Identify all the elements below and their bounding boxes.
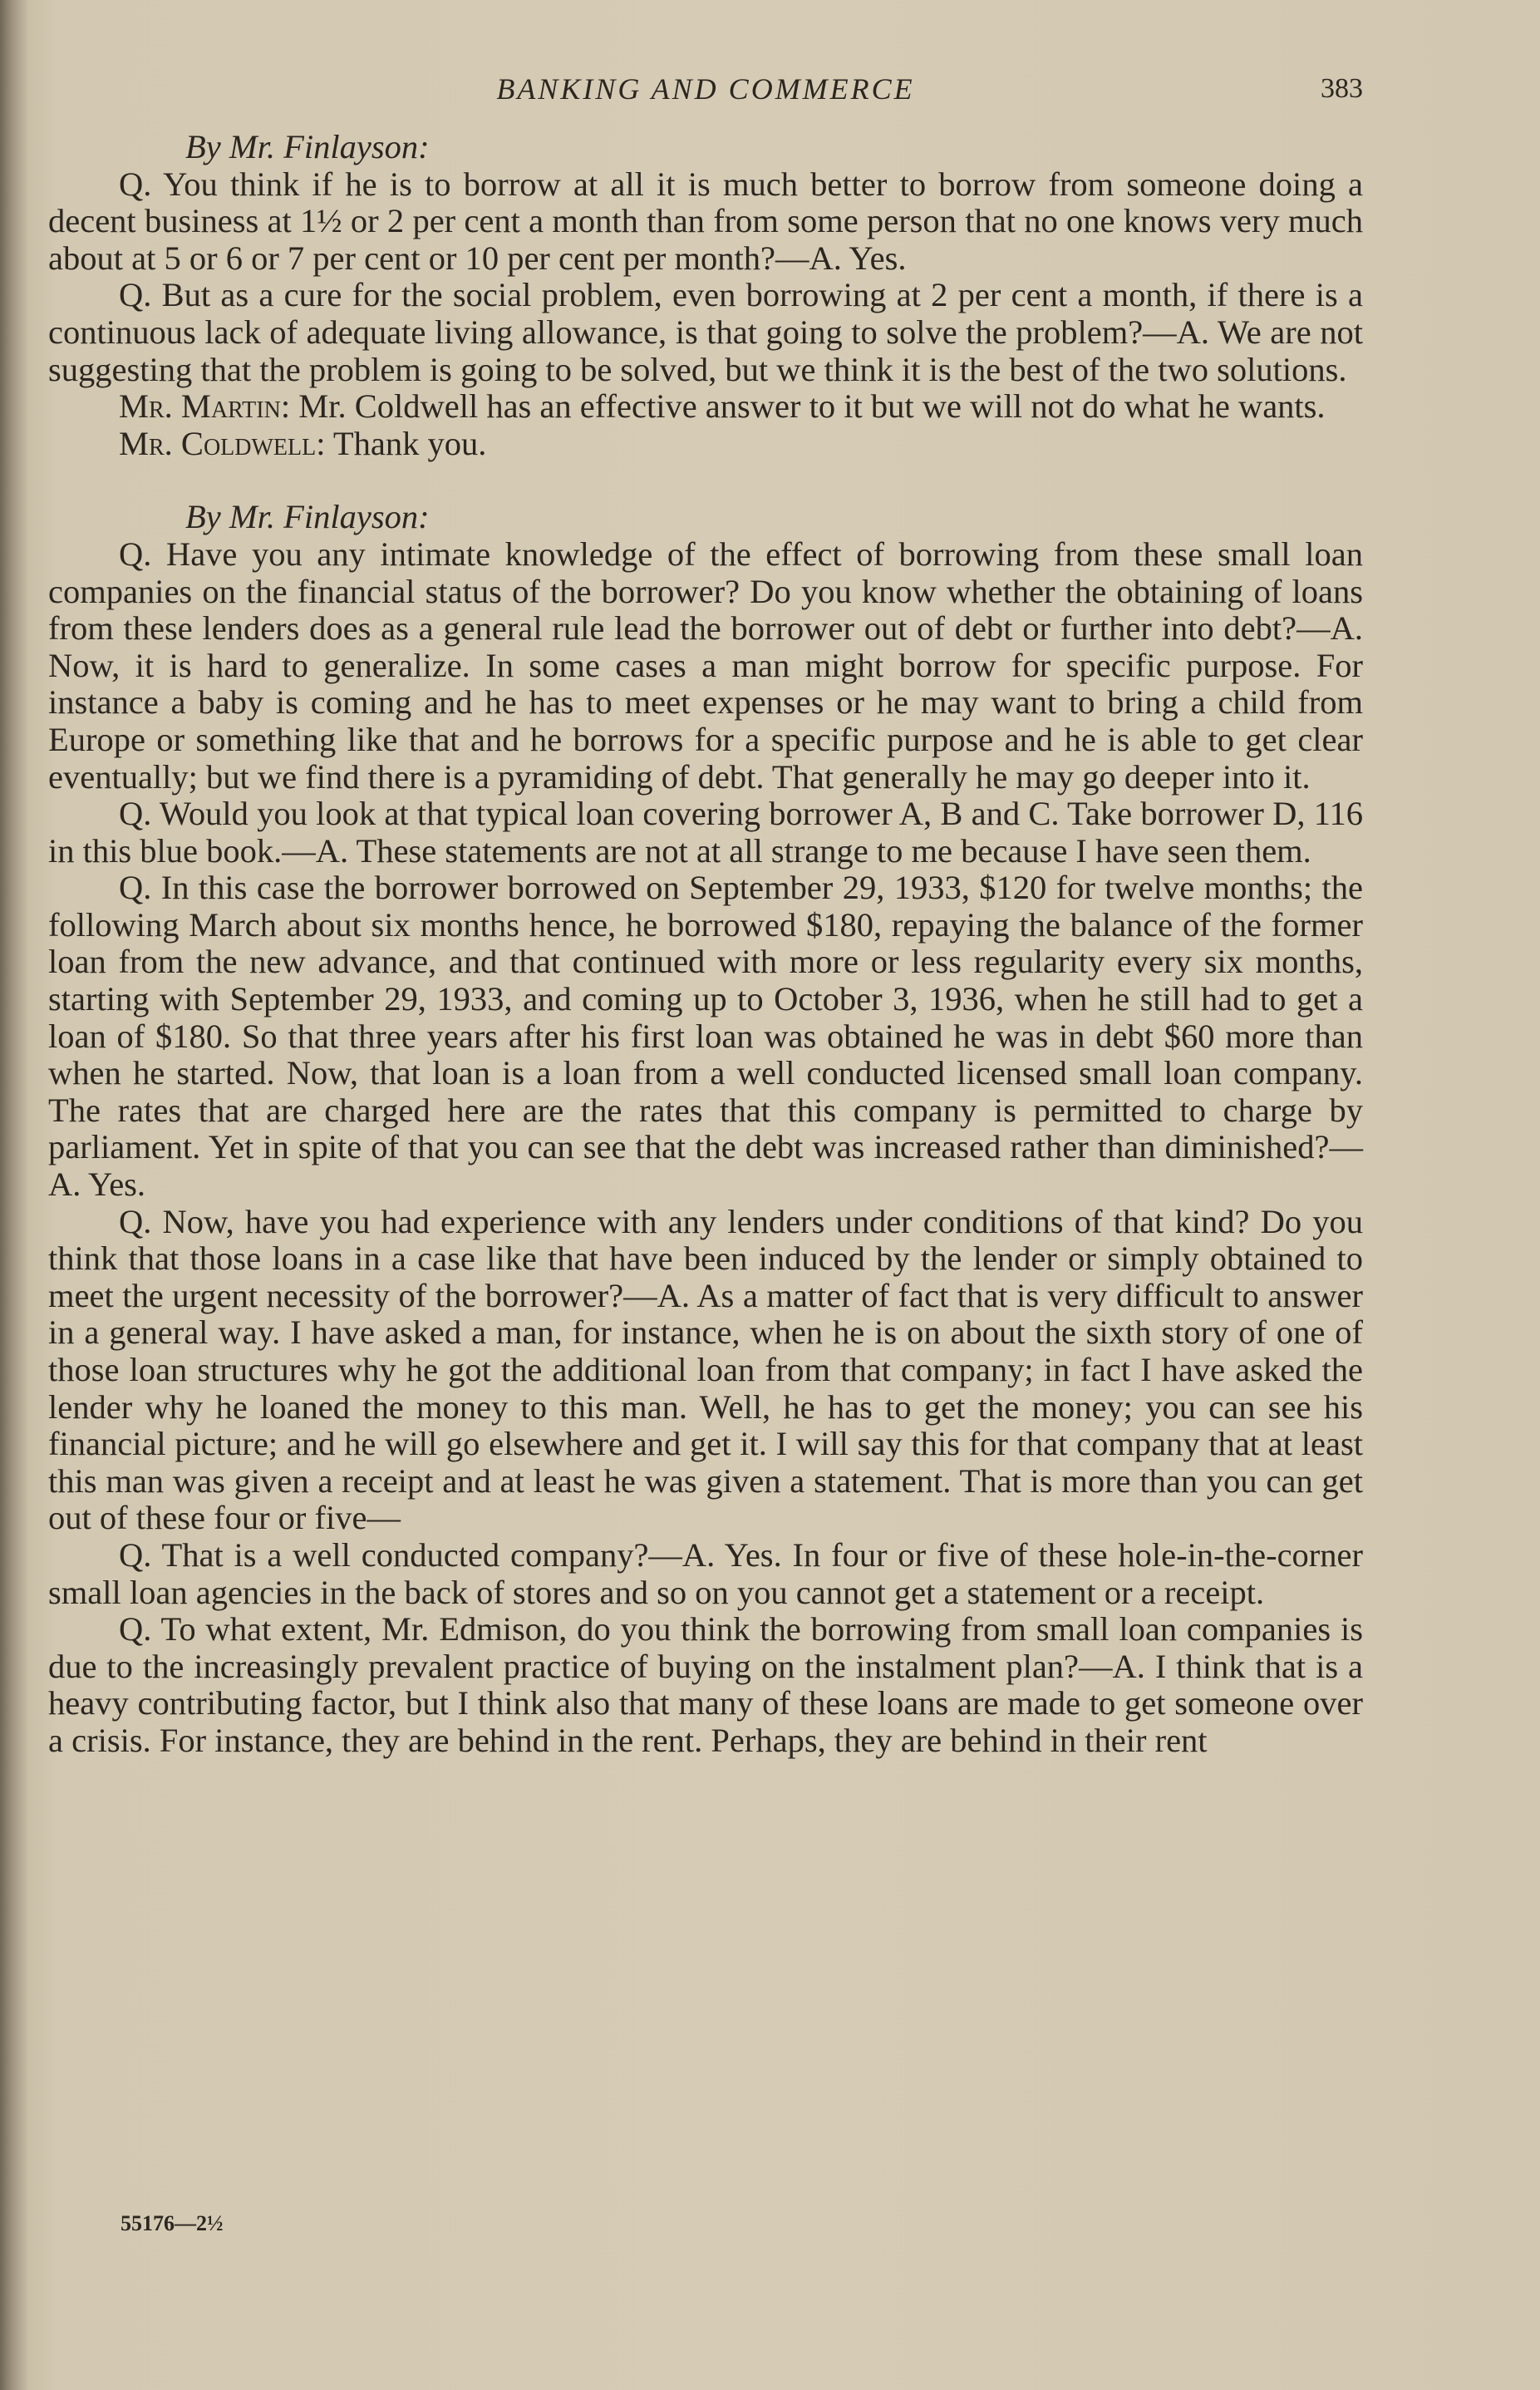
speech-text: : Mr. Coldwell has an effective answer to it but we will not do what he wants. [280,387,1326,426]
paragraph: Q. In this case the borrower borrowed on September 29, 1933, $120 for twelve months; the following March about six months hence, he borrowed $180, repaying the balance of the former loan from the new advance, and that continued with more or less regularity every six months, starting with September 29, 1933, and coming up to October 3, 1936, when he still had to get a loan of $180. So that three years after his first loan was obtained he was in debt $60 more than when he started. Now, that loan is a loan from a well conducted licensed small loan company. The rates that are charged here are the rates that this company is permitted to charge by parliament. Yet in spite of that you can see that the debt was increased rather than diminished?—A. Yes. [48,869,1363,1204]
section-gap [48,462,1363,499]
speaker-name: Mr. Coldwell [119,424,317,462]
section-2 [48,499,1363,1759]
paragraph [48,388,1363,426]
running-title: BANKING AND COMMERCE [496,72,915,106]
paragraph: Q. But as a cure for the social problem, even borrowing at 2 per cent a month, if there is a continuous lack of adequate living allowance, is that going to solve the problem?—A. We are not suggesting that the problem is going to be solved, but we think it is the best of the two solutions. [48,276,1363,388]
paragraph: Q. That is a well conducted company?—A. Yes. In four or five of these hole-in-the-corner small loan agencies in the back of stores and so on you cannot get a statement or a receipt. [48,1535,1363,1611]
speech-text: : Thank you. [316,424,487,462]
paragraph: Q. Would you look at that typical loan covering borrower A, B and C. Take borrower D, 116 in this blue book.—A. These statements are not at all strange to me because I have seen them. [48,795,1363,870]
section-heading: By Mr. Finlayson: [185,498,430,536]
page-header [48,71,1363,129]
speaker-name: Mr. Martin [119,387,281,426]
paragraph: Q. You think if he is to borrow at all it is much better to borrow from someone doing a decent business at 1½ or 2 per cent a month than from some person that no one knows very much about at 5 or 6 or 7 per cent or 10 per cent per month?—A. Yes. [48,165,1363,277]
paragraph: Q. To what extent, Mr. Edmison, do you think the borrowing from small loan companies is due to the increasingly prevalent practice of buying on the instalment plan?—A. I think that is a heavy contributing factor, but I think also that many of these loans are made to get someone over a crisis. For instance, they are behind in the rent. Perhaps, they are behind in their rent [48,1610,1363,1759]
paragraph: Q. Have you any intimate knowledge of the effect of borrowing from these small loan companies on the financial status of the borrower? Do you know whether the obtaining of loans from these lenders does as a general rule lead the borrower out of debt or further into debt?—A. Now, it is hard to generalize. In some cases a man might borrow for specific purpose. For instance a baby is coming and he has to meet expenses or he may want to bring a child from Europe or something like that and he borrows for a specific purpose and he is able to get clear eventually; but we find there is a pyramiding of debt. That generally he may go deeper into it. [48,535,1363,796]
section-1 [48,129,1363,462]
paragraph [48,426,1363,463]
page-number: 383 [1321,73,1363,104]
section-heading: By Mr. Finlayson: [185,128,430,165]
page-body [48,71,1363,1760]
printer-signature: 55176—2½ [121,2211,224,2235]
paragraph: Q. Now, have you had experience with any lenders under conditions of that kind? Do you think that those loans in a case like that have been induced by the lender or simply obtained to meet the urgent necessity of the borrower?—A. As a matter of fact that is very difficult to answer in a general way. I have asked a man, for instance, when he is on about the sixth story of one of those loan structures why he got the additional loan from that company; in fact I have asked the lender why he loaned the money to this man. Well, he has to get the money; you can see his financial picture; and he will go elsewhere and get it. I will say this for that company that at least this man was given a receipt and at least he was given a statement. That is more than you can get out of these four or five— [48,1202,1363,1537]
